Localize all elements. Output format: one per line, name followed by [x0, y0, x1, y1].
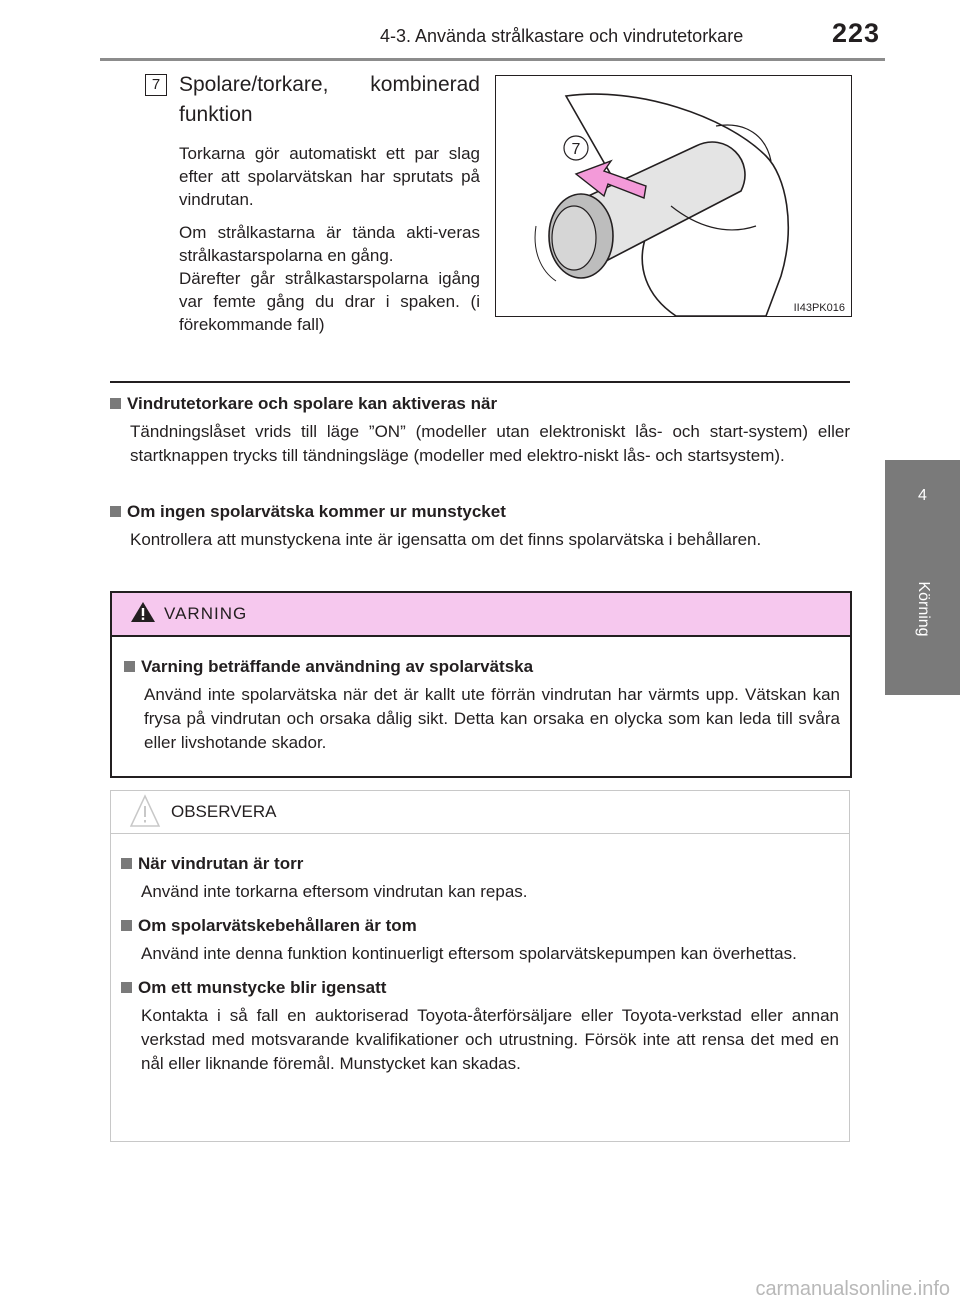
notice-body: Använd inte denna funktion kontinuerligt eftersom spolarvätskepumpen kan överhettas.: [141, 944, 797, 963]
warning-triangle-icon: [130, 600, 156, 624]
callout-number: 7: [571, 141, 581, 158]
note-heading: Vindrutetorkare och spolare kan aktiveras när: [127, 394, 498, 413]
warning-body: Använd inte spolarvätska när det är kallt ute förrän vindrutan har värmts upp. Vätskan kan frysa på vindrutan och orsaka dålig sikt. Detta kan orsaka en olycka som kan leda till svåra eller livshotande skador.: [144, 685, 840, 752]
header-divider: [100, 58, 885, 61]
page-number: 223: [832, 18, 881, 48]
lever-hand-drawing: [496, 76, 851, 316]
notice-item: [121, 914, 839, 966]
notice-item: [121, 976, 839, 1076]
notice-body: Använd inte torkarna eftersom vindrutan kan repas.: [141, 882, 528, 901]
notice-box: [110, 790, 850, 1142]
item-paragraph: Torkarna gör automatiskt ett par slag efter att spolarvätskan har sprutats på vindrutan.: [179, 144, 480, 209]
note-no-fluid: [110, 500, 850, 552]
notice-label: OBSERVERA: [171, 802, 277, 821]
item-paragraph: Därefter går strålkastarspolarna igång var femte gång du drar i spaken. (i förekommande fall): [179, 269, 480, 334]
note-body: Kontrollera att munstyckena inte är igensatta om det finns spolarvätska i behållaren.: [130, 530, 762, 549]
notice-body: Kontakta i så fall en auktoriserad Toyota-återförsäljare eller Toyota-verkstad eller annan verkstad med motsvarande kvalifikationer och utrustning. Försök inte att rensa det med en nål eller liknande föremål. Munstycket kan skadas.: [141, 1006, 839, 1073]
square-bullet-icon: [121, 858, 132, 869]
note-heading: Om ingen spolarvätska kommer ur munstycket: [127, 502, 506, 521]
notice-heading: Om ett munstycke blir igensatt: [138, 978, 387, 997]
chapter-number: 4: [918, 487, 927, 504]
warning-box: [110, 591, 852, 778]
item-7-block: [145, 70, 480, 346]
notice-item: [121, 852, 839, 904]
section-title: 4-3. Använda strålkastare och vindrutetorkare: [380, 26, 744, 46]
wiper-lever-illustration: [495, 75, 852, 317]
item-description: [179, 142, 480, 336]
warning-heading: Varning beträffande användning av spolarvätska: [141, 657, 534, 676]
square-bullet-icon: [121, 982, 132, 993]
notice-heading: Om spolarvätskebehållaren är tom: [138, 916, 417, 935]
chapter-side-tab[interactable]: [885, 460, 960, 695]
square-bullet-icon: [121, 920, 132, 931]
notice-header: [111, 791, 849, 834]
notice-heading: När vindrutan är torr: [138, 854, 304, 873]
note-body: Tändningslåset vrids till läge ”ON” (modeller utan elektroniskt lås- och start-system) eller startknappen trycks till tändningsläge (modeller med elektro-niskt lås- och startsystem).: [130, 422, 850, 465]
item-title: Spolare/torkare, kombinerad funktion: [179, 73, 480, 126]
warning-label: VARNING: [164, 604, 248, 623]
illustration-code: II43PK016: [793, 302, 845, 314]
item-number-badge: 7: [145, 74, 167, 96]
chapter-label: Körning: [915, 581, 932, 637]
caution-triangle-icon: [129, 794, 161, 828]
square-bullet-icon: [124, 661, 135, 672]
square-bullet-icon: [110, 398, 121, 409]
site-watermark: carmanualsonline.info: [755, 1278, 950, 1300]
section-divider: [110, 381, 850, 383]
note-activation: [110, 392, 850, 468]
square-bullet-icon: [110, 506, 121, 517]
warning-header: [112, 593, 850, 637]
item-paragraph: Om strålkastarna är tända akti-veras strålkastarspolarna en gång.: [179, 223, 480, 265]
